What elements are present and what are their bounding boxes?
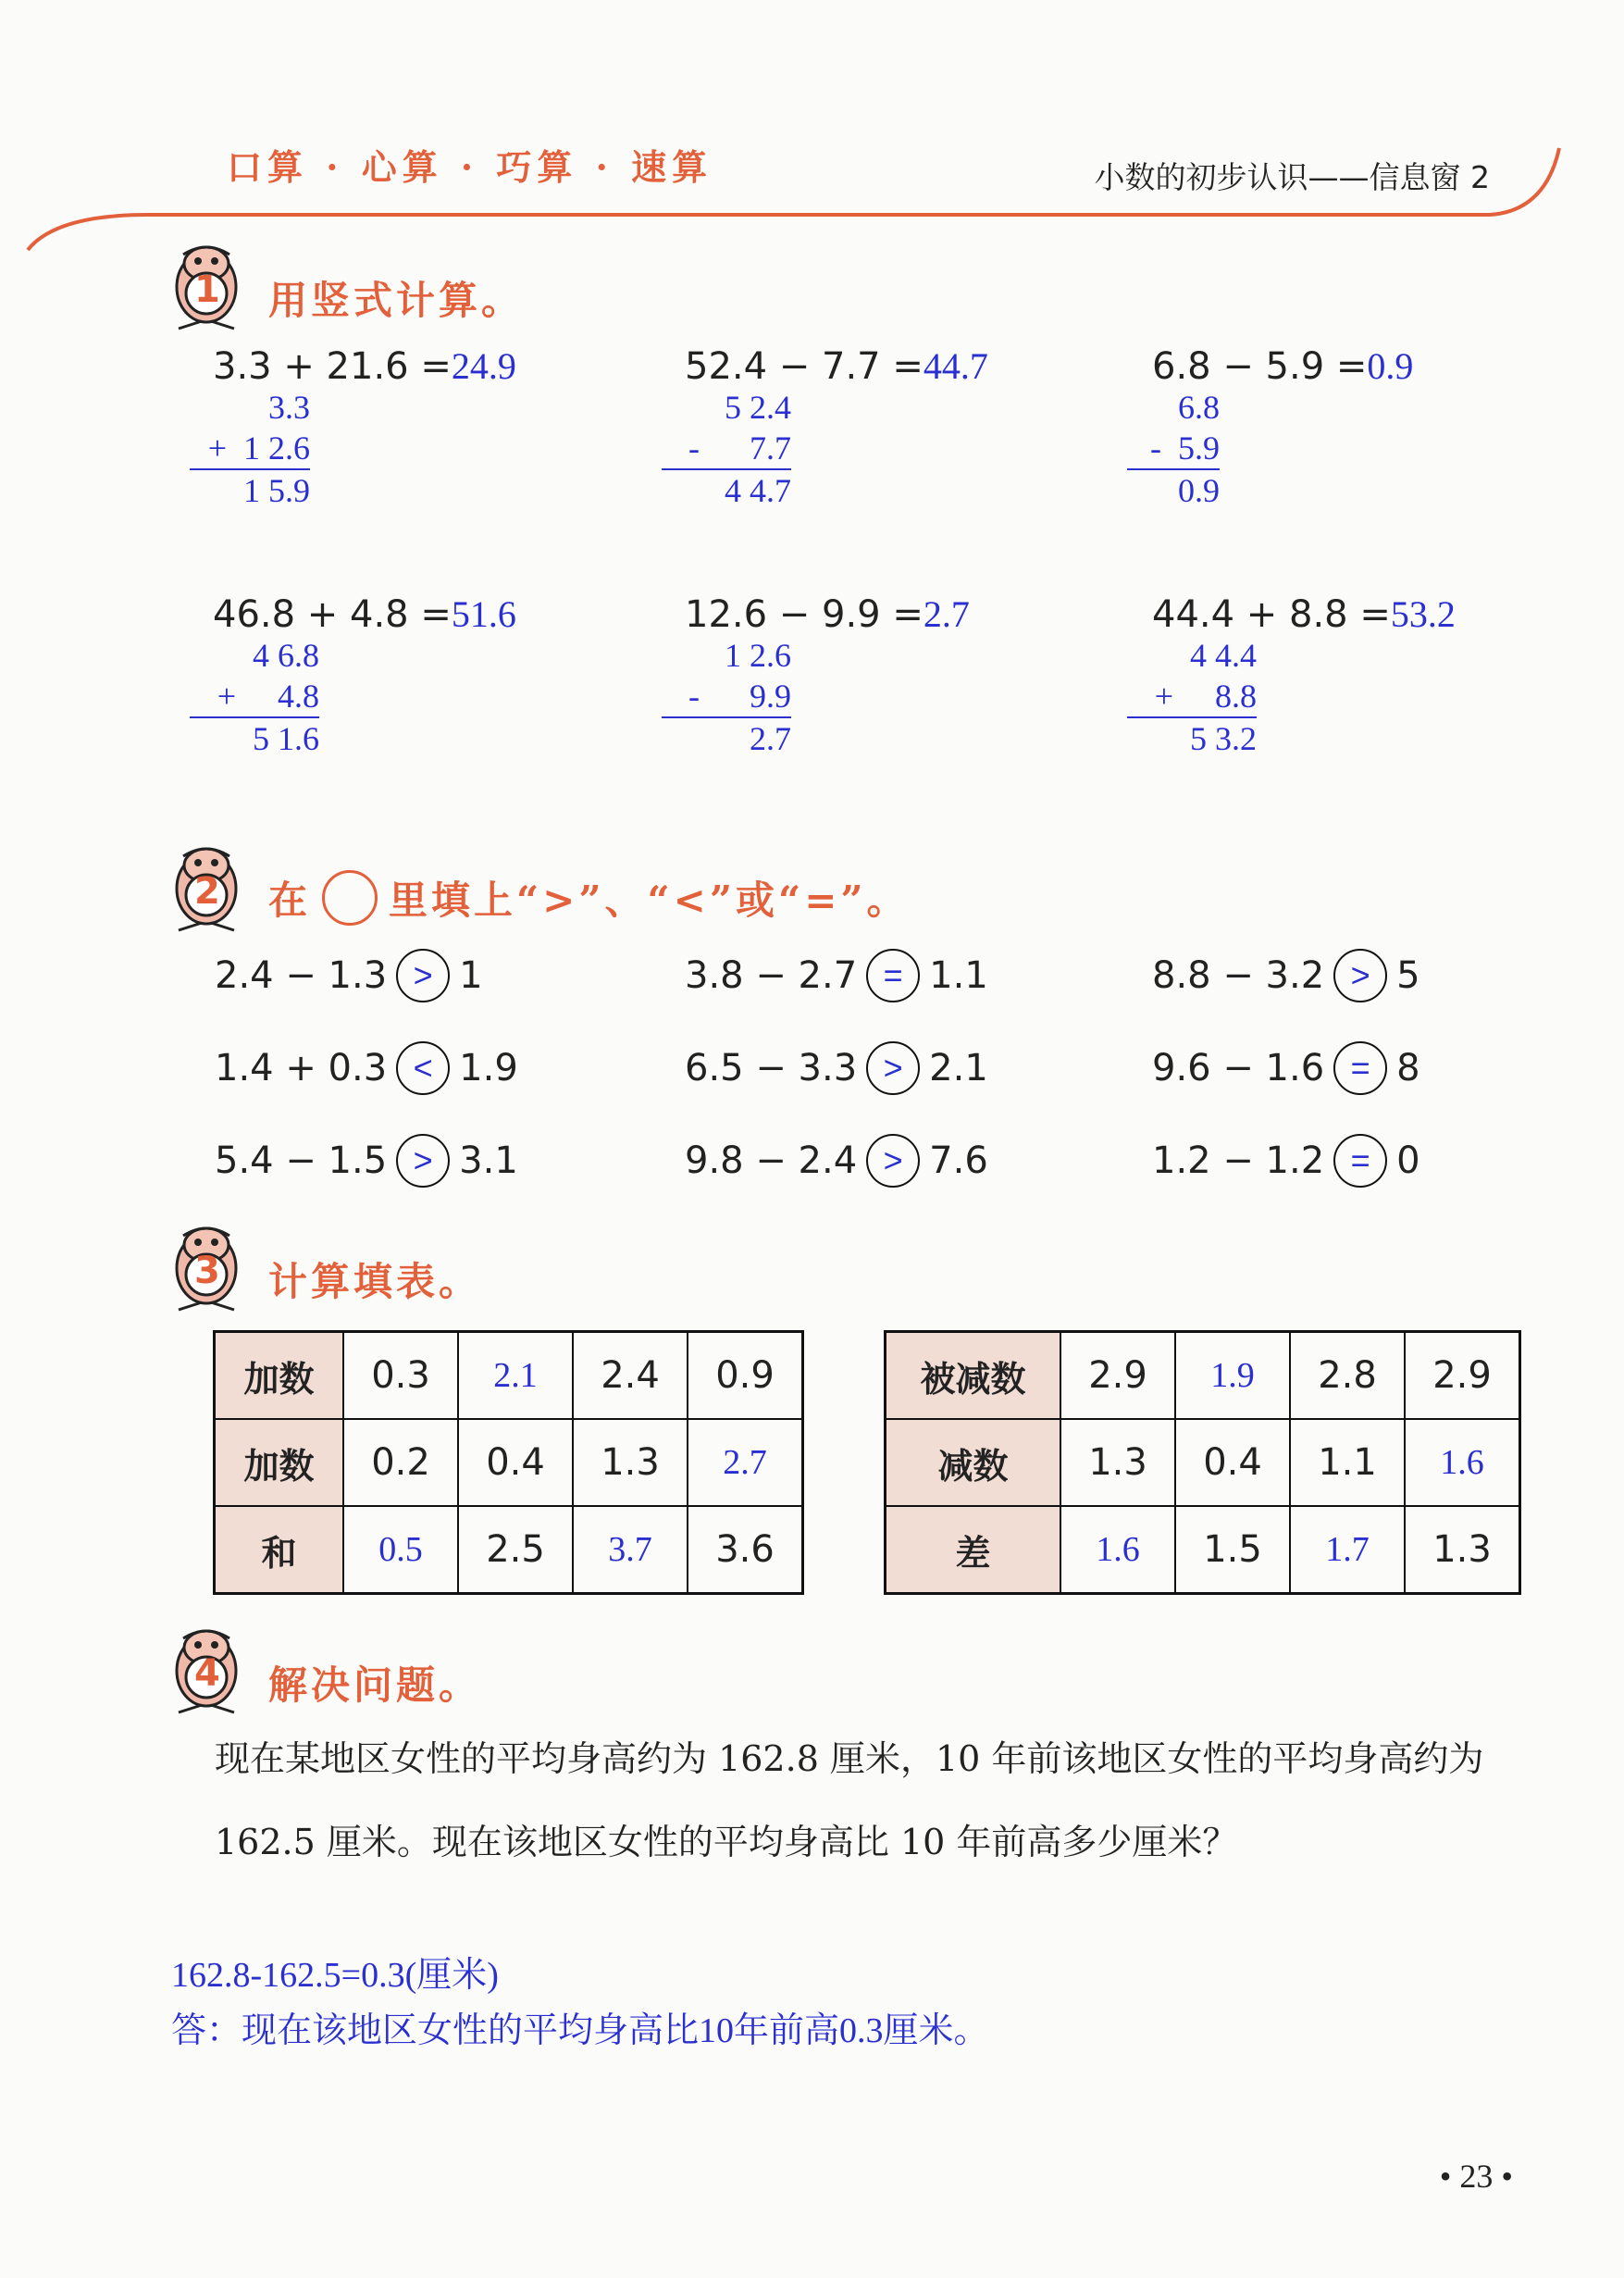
solution-equation: 162.8-162.5=0.3(厘米) (171, 1956, 499, 1995)
calc6-expression: 44.4 + 8.8 =53.2 (1152, 593, 1456, 636)
table-head: 差 (886, 1506, 1061, 1594)
header-chapter-title: 小数的初步认识——信息窗 2 (1094, 159, 1490, 195)
compare-item: 9.6 − 1.6 = 8 (1152, 1041, 1420, 1095)
table-cell[interactable]: 1.7 (1290, 1506, 1405, 1594)
compare-circle[interactable]: > (396, 1134, 450, 1188)
section1-title: 用竖式计算。 (268, 278, 525, 323)
compare-item: 8.8 − 3.2 > 5 (1152, 949, 1420, 1002)
table-cell[interactable]: 1.5 (1175, 1506, 1290, 1594)
compare-item: 5.4 − 1.5 > 3.1 (215, 1134, 518, 1188)
compare-circle[interactable]: < (396, 1041, 450, 1095)
problem-text: 现在某地区女性的平均身高约为 162.8 厘米，10 年前该地区女性的平均身高约为 162.5 厘米。现在该地区女性的平均身高比 10 年前高多少厘米？ (215, 1738, 1484, 1862)
header-left-title: 口算 · 心算 · 巧算 · 速算 (227, 146, 713, 188)
calc3-expression: 6.8 − 5.9 =0.9 (1152, 345, 1414, 388)
compare-item: 2.4 − 1.3 > 1 (215, 949, 483, 1002)
table-row (215, 1419, 803, 1506)
table-row (215, 1332, 803, 1420)
calc4-vertical: 4 6.8 + 4.8 5 1.6 (190, 635, 319, 759)
table-cell[interactable]: 2.7 (688, 1419, 803, 1506)
table-row (215, 1506, 803, 1594)
calc4-expression: 46.8 + 4.8 =51.6 (213, 593, 516, 636)
compare-circle[interactable]: > (396, 949, 450, 1002)
compare-circle[interactable]: = (1333, 1134, 1387, 1188)
solution-answer: 答：现在该地区女性的平均身高比10年前高0.3厘米。 (171, 2011, 989, 2050)
calc1-vertical: 3.3 + 1 2.6 1 5.9 (190, 387, 310, 511)
table-cell[interactable]: 2.5 (458, 1506, 573, 1594)
table-cell[interactable]: 2.8 (1290, 1332, 1405, 1420)
compare-circle[interactable]: > (866, 1134, 920, 1188)
section1-number: 1 (194, 268, 220, 311)
table-cell[interactable]: 2.9 (1405, 1332, 1520, 1420)
calc2-vertical: 5 2.4 - 7.7 4 4.7 (662, 387, 791, 511)
section3-number: 3 (194, 1250, 220, 1292)
section3-title: 计算填表。 (268, 1259, 482, 1304)
compare-circle[interactable]: > (866, 1041, 920, 1095)
compare-circle[interactable]: > (1333, 949, 1387, 1002)
section2-title: 在 里填上“>”、“<”或“=”。 (268, 870, 910, 926)
compare-circle[interactable]: = (866, 949, 920, 1002)
compare-item: 1.4 + 0.3 < 1.9 (215, 1041, 518, 1095)
section2-number: 2 (194, 870, 220, 913)
table-cell[interactable]: 3.6 (688, 1506, 803, 1594)
section4-title: 解决问题。 (268, 1662, 482, 1708)
table-row (886, 1332, 1520, 1420)
table-row (886, 1506, 1520, 1594)
subtraction-table (884, 1330, 1521, 1595)
calc2-expression: 52.4 − 7.7 =44.7 (685, 345, 988, 388)
table-row (886, 1419, 1520, 1506)
table-cell[interactable]: 1.3 (1405, 1506, 1520, 1594)
section4-number: 4 (194, 1652, 220, 1695)
addition-table (213, 1330, 804, 1595)
table-cell[interactable]: 0.2 (343, 1419, 458, 1506)
calc6-vertical: 4 4.4 + 8.8 5 3.2 (1127, 635, 1257, 759)
table-cell[interactable]: 0.4 (1175, 1419, 1290, 1506)
compare-item: 6.5 − 3.3 > 2.1 (685, 1041, 988, 1095)
table-cell[interactable]: 2.9 (1060, 1332, 1175, 1420)
table-cell[interactable]: 0.4 (458, 1419, 573, 1506)
page-number: • 23 • (1439, 2158, 1513, 2195)
calc5-vertical: 1 2.6 - 9.9 2.7 (662, 635, 791, 759)
blank-circle-icon (322, 870, 378, 926)
table-cell[interactable]: 1.6 (1060, 1506, 1175, 1594)
table-cell[interactable]: 1.9 (1175, 1332, 1290, 1420)
compare-circle[interactable]: = (1333, 1041, 1387, 1095)
table-cell[interactable]: 1.6 (1405, 1419, 1520, 1506)
calc1-expression: 3.3 + 21.6 =24.9 (213, 345, 516, 388)
compare-item: 3.8 − 2.7 = 1.1 (685, 949, 988, 1002)
table-cell[interactable]: 1.1 (1290, 1419, 1405, 1506)
table-head: 加数 (215, 1332, 344, 1420)
table-cell[interactable]: 3.7 (573, 1506, 688, 1594)
table-cell[interactable]: 0.5 (343, 1506, 458, 1594)
table-cell[interactable]: 2.1 (458, 1332, 573, 1420)
table-cell[interactable]: 0.9 (688, 1332, 803, 1420)
table-cell[interactable]: 0.3 (343, 1332, 458, 1420)
table-cell[interactable]: 1.3 (573, 1419, 688, 1506)
compare-item: 1.2 − 1.2 = 0 (1152, 1134, 1420, 1188)
table-head: 和 (215, 1506, 344, 1594)
table-head: 加数 (215, 1419, 344, 1506)
calc5-expression: 12.6 − 9.9 =2.7 (685, 593, 970, 636)
table-head: 减数 (886, 1419, 1061, 1506)
table-head: 被减数 (886, 1332, 1061, 1420)
table-cell[interactable]: 2.4 (573, 1332, 688, 1420)
compare-item: 9.8 − 2.4 > 7.6 (685, 1134, 988, 1188)
calc3-vertical: 6.8 - 5.9 0.9 (1127, 387, 1220, 511)
table-cell[interactable]: 1.3 (1060, 1419, 1175, 1506)
